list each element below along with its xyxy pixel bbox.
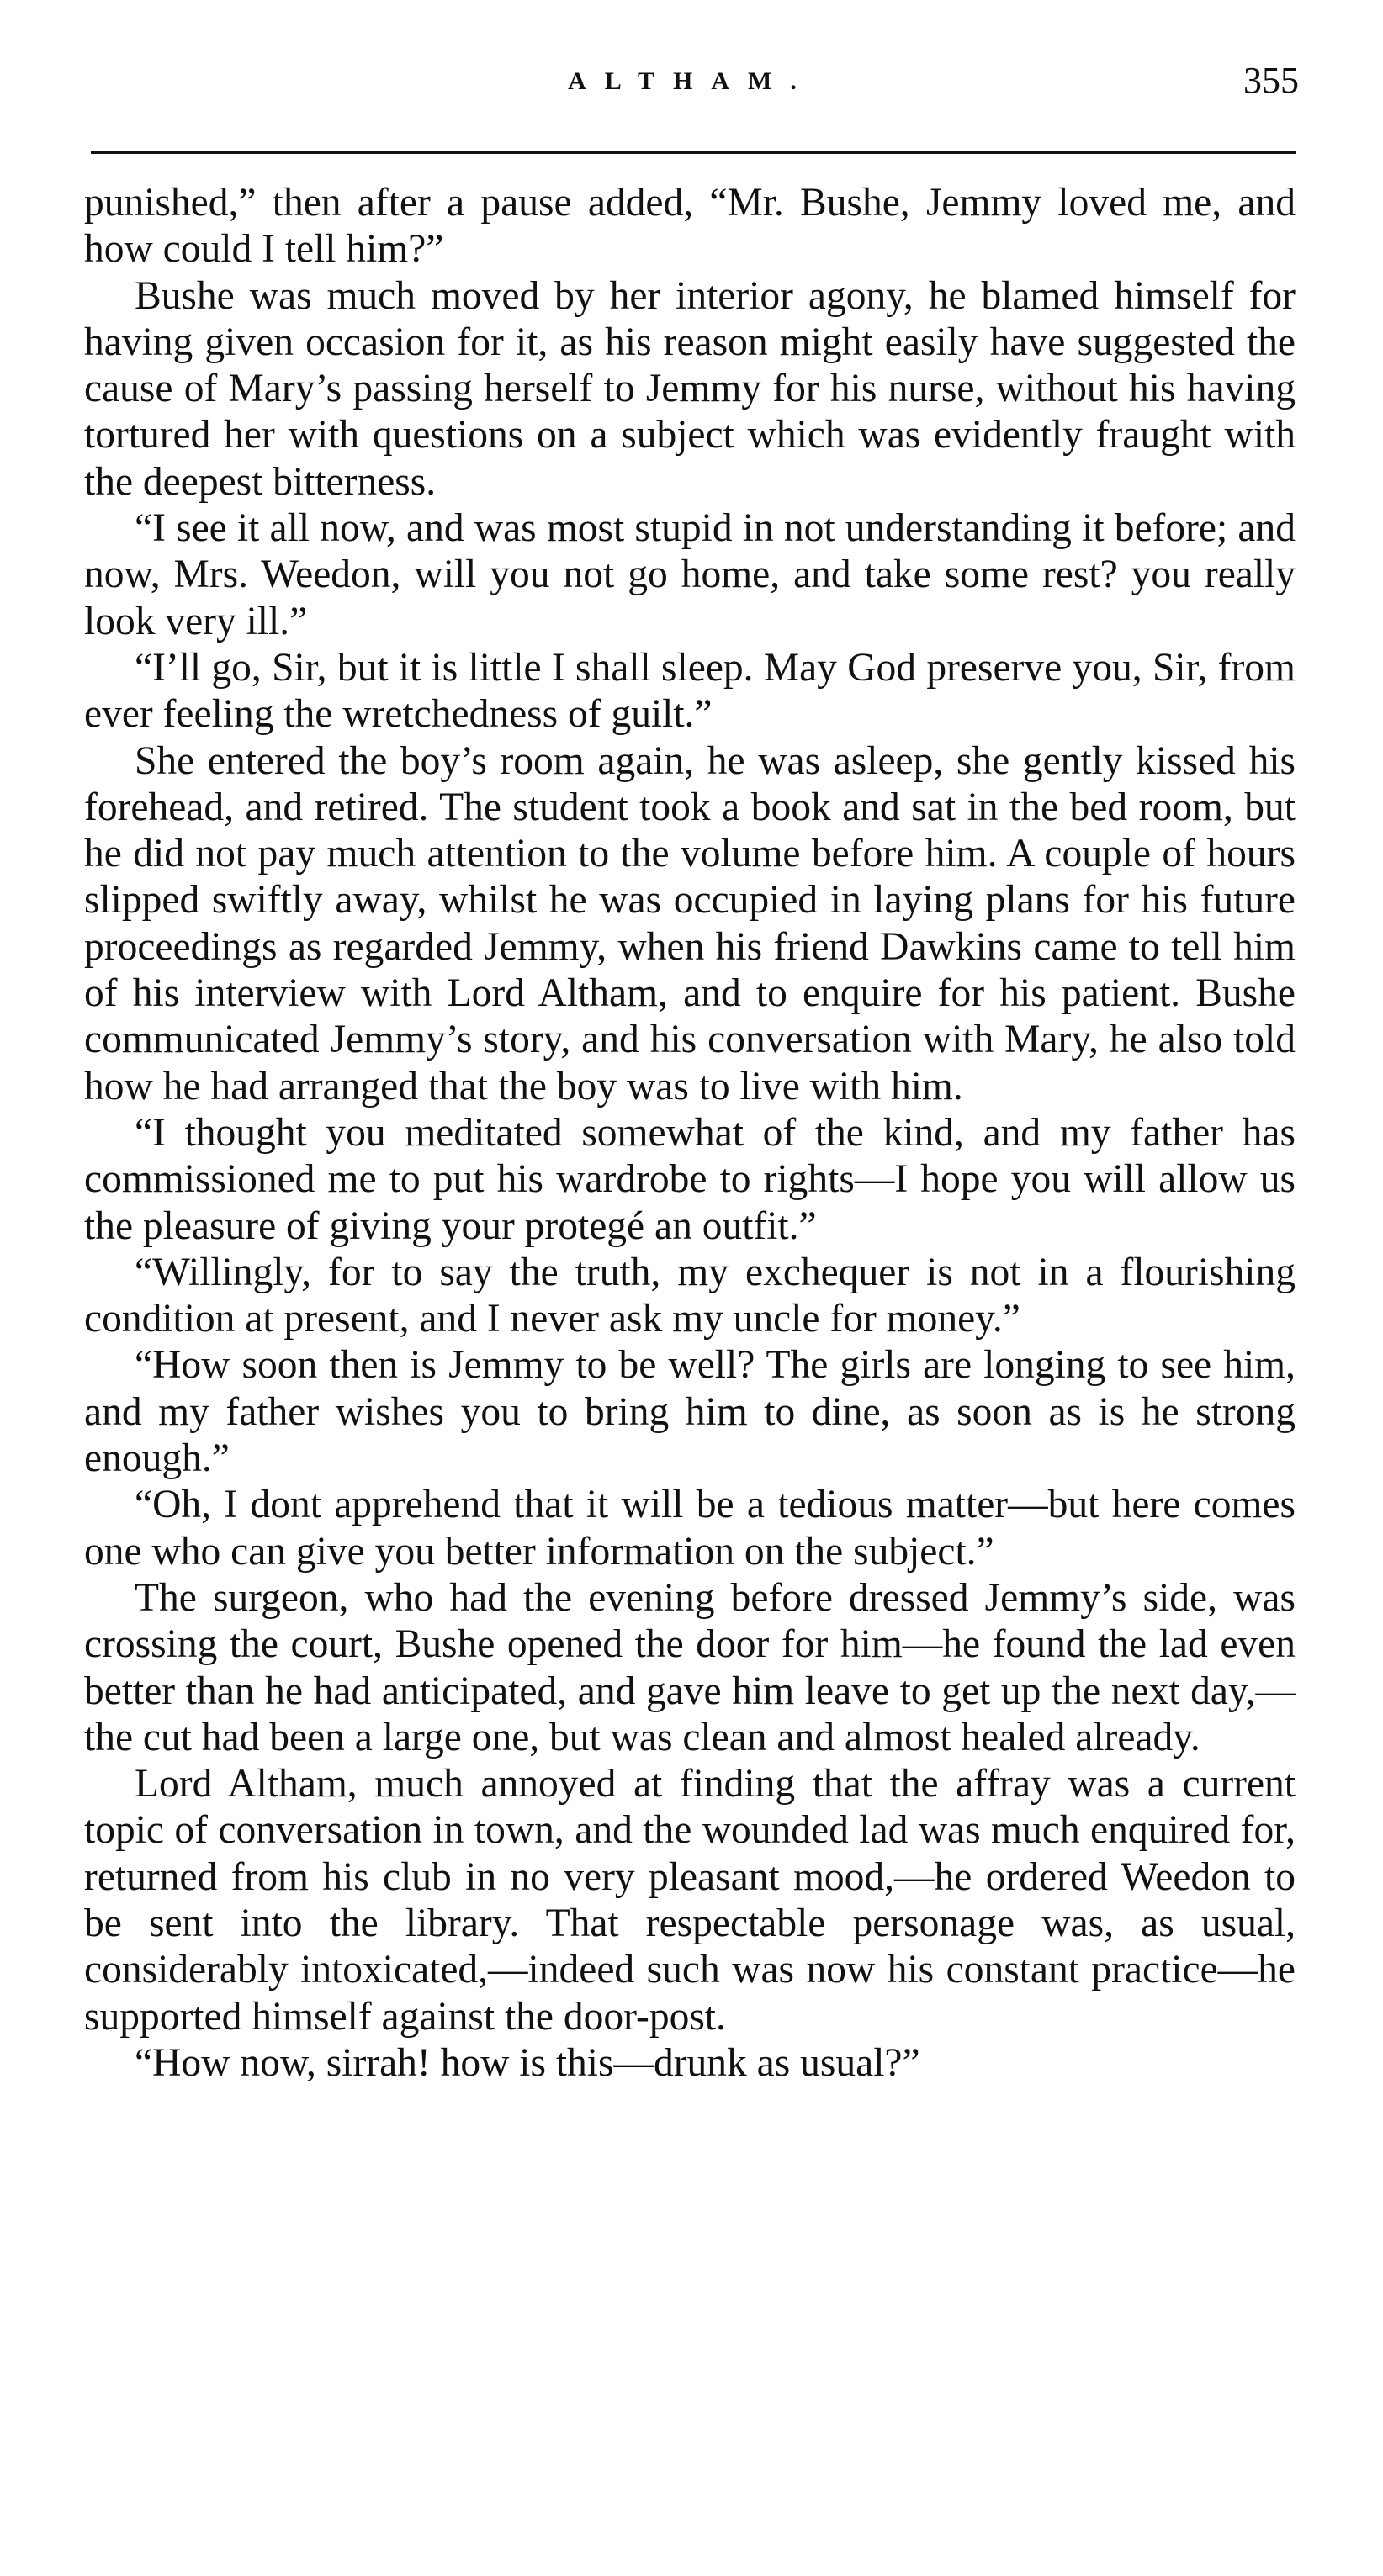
paragraph: Bushe was much moved by her interior agony, he blamed himself for having given occasion for it, as his reason might easily have suggested the cause of Mary’s passing herself to Jemmy for his nurse, without his having tortured her with questions on a subject which was evidently fraught with the deepest bitterness. <box>84 273 1296 504</box>
paragraph: “Willingly, for to say the truth, my exchequer is not in a flourishing condition at present, and I never ask my uncle for money.” <box>84 1250 1296 1341</box>
paragraph: “I’ll go, Sir, but it is little I shall sleep. May God preserve you, Sir, from ever feeling the wretchedness of guilt.” <box>84 645 1296 737</box>
paragraph: “How soon then is Jemmy to be well? The girls are longing to see him, and my father wishes you to bring him to dine, as soon as is he strong enough.” <box>84 1343 1296 1481</box>
header-rule <box>91 151 1296 154</box>
text-body <box>84 180 1296 2087</box>
paragraph: punished,” then after a pause added, “Mr. Bushe, Jemmy loved me, and how could I tell him?” <box>84 181 1296 272</box>
paragraph: She entered the boy’s room again, he was asleep, she gently kissed his forehead, and retired. The student took a book and sat in the bed room, but he did not pay much attention to the volume before him. A couple of hours slipped swiftly away, whilst he was occupied in laying plans for his future proceedings as regarded Jemmy, when his friend Dawkins came to tell him of his interview with Lord Altham, and to enquire for his patient. Bushe communicated Jemmy’s story, and his conversation with Mary, he also told how he had arranged that the boy was to live with him. <box>84 738 1296 1108</box>
paragraph: “I see it all now, and was most stupid in not understanding it before; and now, Mrs. Weedon, will you not go home, and take some rest? you really look very ill.” <box>84 506 1296 643</box>
running-title: ALTHAM. <box>568 67 815 95</box>
paragraph: The surgeon, who had the evening before dressed Jemmy’s side, was crossing the court, Bushe opened the door for him—he found the lad even better than he had anticipated, and gave him leave to get up the next day,—the cut had been a large one, but was clean and almost healed already. <box>84 1575 1296 1759</box>
running-head <box>84 52 1299 103</box>
paragraph: Lord Altham, much annoyed at finding that the affray was a current topic of conversation in town, and the wounded lad was much enquired for, returned from his club in no very pleasant mood,—he ordered Weedon to be sent into the library. That respectable personage was, as usual, considerably intoxicated,—indeed such was now his constant practice—he supported himself against the door-post. <box>84 1762 1296 2039</box>
paragraph: “How now, sirrah! how is this—drunk as usual?” <box>135 2040 920 2085</box>
paragraph: “Oh, I dont apprehend that it will be a tedious matter—but here comes one who can give you better information on the subject.” <box>84 1483 1296 1574</box>
paragraph: “I thought you meditated somewhat of the kind, and my father has commissioned me to put his wardrobe to rights—I hope you will allow us the pleasure of giving your protegé an outfit.” <box>84 1110 1296 1248</box>
page-number: 355 <box>1243 60 1299 101</box>
